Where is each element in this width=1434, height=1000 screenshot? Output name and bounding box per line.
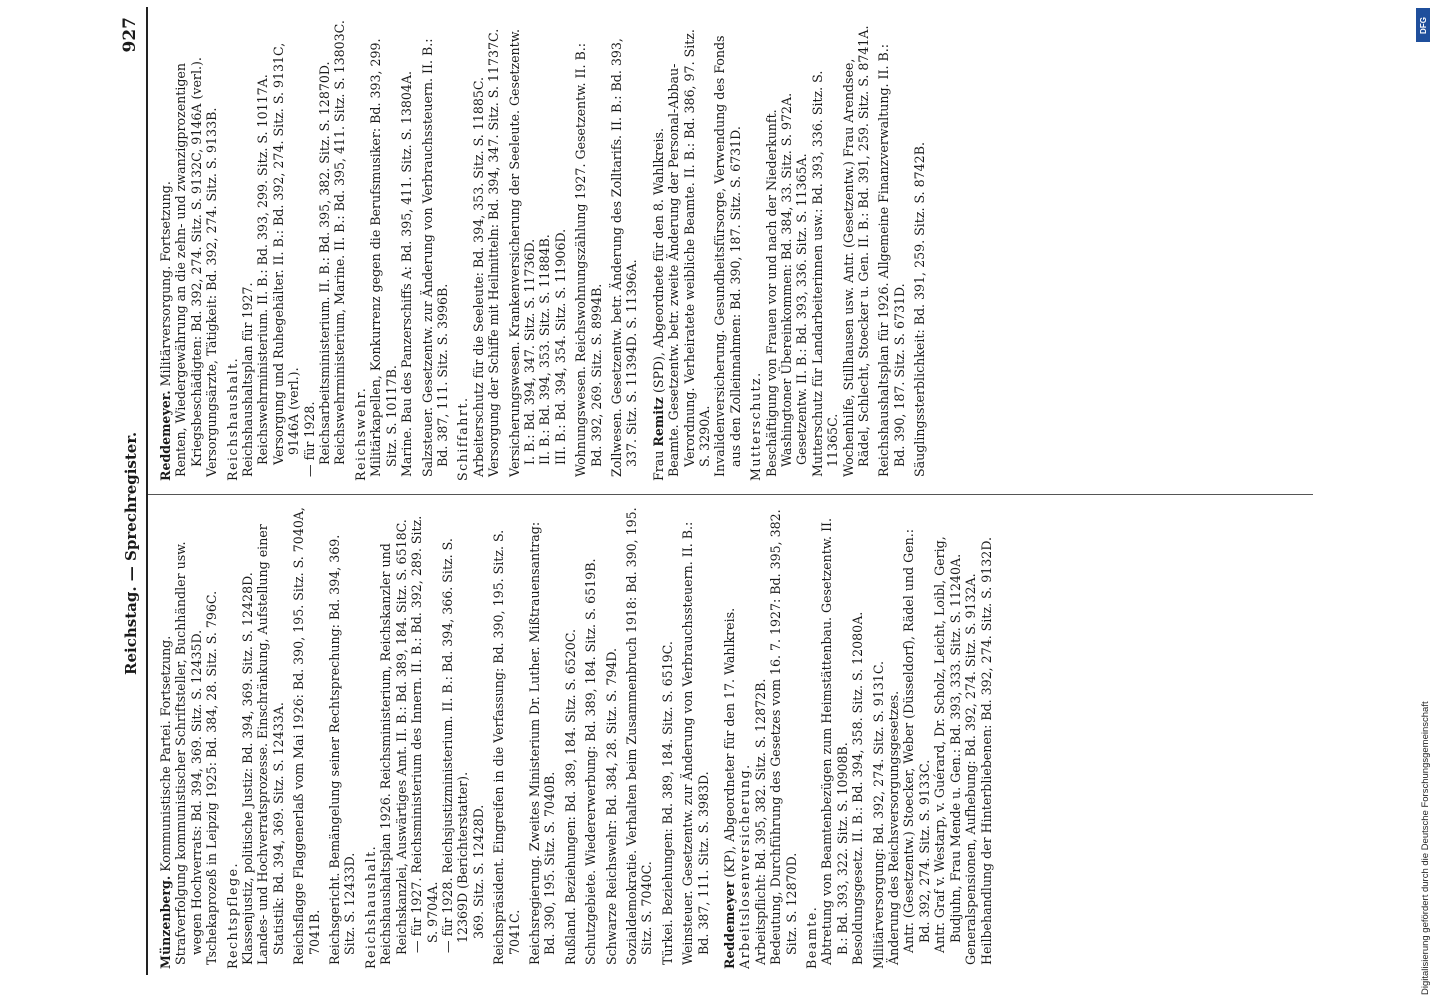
dfg-logo-text: DFG xyxy=(1418,16,1428,34)
register-line: Invalidenversicherung. Gesundheitsfürsorge, Verwendung des Fonds aus den Zolleinnahmen: Bd. 390, 187. Sitz. S. 6731D. xyxy=(712,35,743,477)
page-number: 927 xyxy=(120,17,140,53)
header-rule xyxy=(146,7,148,975)
register-page xyxy=(118,7,1313,975)
subject-heading: Arbeitslosenversicherung. xyxy=(737,763,753,969)
register-entry: Säuglingssterblichkeit: Bd. 391, 259. Sitz. S. 8742B. xyxy=(912,142,928,477)
register-entry: Rußland. Beziehungen: Bd. 389, 184. Sitz. S. 6520C. xyxy=(562,629,578,965)
register-line: Strafverfolgung kommunistischer Schriftsteller, Buchhändler usw. wegen Hochverrats: Bd. 394, 369. Sitz. S. 12435D. xyxy=(173,541,204,965)
register-entry: Reichsgericht. Bemängelung seiner Rechtsprechung: Bd. 394, 369. Sitz. S. 12433D. xyxy=(327,534,358,965)
speaker-party: (KP), Abgeordneter für den 17. Wahlkreis. xyxy=(722,607,737,878)
subject-heading: Militärversorgung: Bd. 392, 274. Sitz. S. 9131C. xyxy=(870,660,886,969)
register-entry: Reichsflagge Flaggenerlaß vom Mai 1926: Bd. 390, 195. Sitz. S. 7040A, 7041B. xyxy=(291,507,322,965)
subject-heading: Reichswehr. xyxy=(352,386,368,481)
register-line: II. B.: Bd. 394, 353. Sitz. S. 11884B. xyxy=(537,234,553,465)
register-line: Reichswehrministerium, Marine. II. B.: Bd. 395, 411. Sitz. S. 13803C. xyxy=(332,20,348,465)
register-line: Abtretung von Beamtenbezügen zum Heimstättenbau. Gesetzentw. II. B.: Bd. 393, 322. Sitz. S. 10908B. xyxy=(819,517,850,965)
subject-heading: Mutterschutz. xyxy=(748,371,764,481)
register-line: Militärkapellen, Konkurrenz gegen die Berufsmusiker: Bd. 393, 299. Sitz. S. 10117B. xyxy=(368,38,399,477)
register-line: 369. Sitz. S. 12428D. xyxy=(470,804,486,939)
register-line: Arbeitspflicht: Bd. 395, 382. Sitz. S. 12872B. xyxy=(752,678,768,965)
register-line: Besoldungsgesetz. II. B.: Bd. 394, 358. Sitz. S. 12080A. xyxy=(850,611,866,965)
register-line: Landes- und Hochverratsprozesse. Einschränkung, Aufstellung einer Statistik: Bd. 394, 369. Sitz. S. 12433A. xyxy=(255,524,286,965)
register-line: Versorgungsärzte, Tätigkeit: Bd. 392, 274. Sitz. S. 9133B. xyxy=(204,107,220,477)
register-line: Antr. (Gesetzentw.) Stoecker, Weber (Düsseldorf), Rädel und Gen.: Bd. 392, 274. Sitz. S. 9133C. xyxy=(901,529,932,953)
register-line: Antr. Graf v. Westarp, v. Guérard, Dr. Scholz, Leicht, Loibl, Gerig, Budjuhn, Frau Mende u. Gen.: Bd. 393, 333. Sitz. S. 11240A. xyxy=(932,536,963,953)
register-line: Renten, Wiedergewährung an die zehn- und zwanzigprozentigen Kriegsbeschädigten: Bd. 392, 274. Sitz. S. 9132C, 9146A (verl.). xyxy=(173,57,204,477)
dfg-logo xyxy=(1416,8,1430,42)
register-line: Änderung des Reichsversorgungsgesetzes. xyxy=(886,690,902,965)
speaker-name: Münzenberg. xyxy=(158,875,173,969)
speaker-party: (SPD), Abgeordnete für den 8. Wahlkreis. xyxy=(650,128,666,394)
register-line: Tschekaprozeß in Leipzig 1925: Bd. 384, 28. Sitz. S. 796C. xyxy=(204,590,220,965)
register-line: Arbeiterschutz für die Seeleute: Bd. 394, 353. Sitz. S. 11885C. xyxy=(470,76,486,477)
subject-heading: Beamte. xyxy=(804,905,820,969)
register-entry: Wohnungswesen. Reichswohnungszählung 1927. Gesetzentw. II. B.: Bd. 392, 269. Sitz. S. 8994B. xyxy=(573,43,604,477)
subject-heading: Versicherungswesen. Krankenversicherung der Seeleute. Gesetzentw. xyxy=(506,28,522,477)
register-entry: Sozialdemokratie. Verhalten beim Zusammenbruch 1918: Bd. 390, 195. Sitz. S. 7040C. xyxy=(623,507,655,965)
page-header xyxy=(118,7,146,975)
register-line: Reichshaushaltsplan 1926. Reichsministerium, Reichskanzler und Reichskanzlei, Auswärtiges Amt. II. B.: Bd. 389, 184. Sitz. S. 6518C. xyxy=(378,519,409,965)
register-entry: Türkei. Beziehungen: Bd. 389, 184. Sitz. S. 6519C. xyxy=(659,641,675,965)
register-line: Reichsarbeitsministerium. II. B.: Bd. 395, 382. Sitz. S. 12870D. xyxy=(317,61,333,465)
running-title: Reichstag. — Sprechregister. xyxy=(122,431,140,675)
register-line: III. B.: Bd. 394, 354. Sitz. S. 11906D. xyxy=(552,228,568,465)
subject-heading: Reichshaushalt. xyxy=(224,356,240,481)
register-line: Reichshaushaltsplan für 1927. xyxy=(240,282,256,477)
subject-heading: Rechtspflege. xyxy=(224,861,240,969)
register-entry: Weinsteuer. Gesetzentw. zur Änderung von Verbrauchssteuern. II. B.: Bd. 387, 111. Sitz. S. 3983D. xyxy=(680,521,711,965)
register-line: Mutterschutz für Landarbeiterinnen usw.: Bd. 393, 336. Sitz. S. 11365C. xyxy=(809,70,841,477)
speaker-name: Reddemeyer xyxy=(722,881,737,969)
register-entry: Salzsteuer. Gesetzentw. zur Änderung von Verbrauchssteuern. II. B.: Bd. 387, 111. Sitz. S. 3996B. xyxy=(419,38,450,477)
register-line: — für 1928. Reichsjustizministerium. II. B.: Bd. 394, 366. Sitz. S. 12369D (Berichterstatter). xyxy=(439,538,471,953)
speaker-name: Reddemeyer. xyxy=(158,390,173,481)
register-line: Reichswehrministerium. II. B.: Bd. 393, 299. Sitz. S. 10117A. xyxy=(255,74,271,465)
register-line: Bedeutung, Durchführung des Gesetzes vom 16. 7. 1927: Bd. 395, 382. Sitz. S. 12870D. xyxy=(768,509,799,965)
left-column xyxy=(158,507,1308,969)
register-line: — für 1927. Reichsministerium des Innern. II. B.: Bd. 392, 289. Sitz. S. 9704A. xyxy=(409,515,440,953)
register-line: Gesetzentw. II. B.: Bd. 393, 336. Sitz. S. 11365A. xyxy=(794,153,810,465)
register-entry: Schwarze Reichswehr: Bd. 384, 28. Sitz. S. 794D. xyxy=(603,647,619,965)
register-line: Versorgung und Ruhegehälter. II. B.: Bd. 392, 274. Sitz. S. 9131C, 9146A (verl.). xyxy=(270,42,302,465)
register-line: Marine. Bau des Panzerschiffs A: Bd. 395, 411. Sitz. S. 13804A. xyxy=(399,70,415,477)
speaker-party: Kommunistische Partei. Fortsetzung. xyxy=(158,635,173,872)
register-entry: Reichshaushaltsplan für 1926. Allgemeine Finanzverwaltung. II. B.: Bd. 390, 187. Sitz. S. 6731D. xyxy=(876,43,907,477)
subject-heading: Schiffahrt. xyxy=(455,396,471,481)
register-line: Wochenhilfe, Stillhausen usw. Antr. (Gesetzentw.) Frau Arendsee, Rädel, Schlecht, Stoecker u. Gen. II. B.: Bd. 391, 259. Sitz. S. 8741A. xyxy=(840,25,872,477)
speaker-topic: Militärversorgung. Fortsetzung. xyxy=(158,181,173,387)
register-line: Klassenjustiz, politische Justiz: Bd. 394, 369. Sitz. S. 12428D. xyxy=(240,572,256,965)
register-entry: Reichspräsident. Eingreifen in die Verfassung: Bd. 390, 195. Sitz. S. 7041C. xyxy=(491,529,522,965)
digitization-credit: Digitalisierung gefördert durch die Deutsche Forschungsgemeinschaft xyxy=(1420,701,1431,995)
register-line: Generalspensionen, Aufhebung: Bd. 392, 274. Sitz. S. 9132A. xyxy=(963,573,979,965)
register-entry: Zollwesen. Gesetzentw. betr. Änderung des Zolltarifs. II. B.: Bd. 393, 337. Sitz. S. 11394D. S. 11396A. xyxy=(608,38,640,477)
column-divider xyxy=(148,494,1313,495)
register-line: Heilbehandlung der Hinterbliebenen: Bd. 392, 274. Sitz. S. 9132D. xyxy=(978,537,994,965)
register-line: Beschäftigung von Frauen vor und nach der Niederkunft. Washingtoner Übereinkommen: Bd. 384, 33. Sitz. S. 972A. xyxy=(763,92,795,477)
register-entry: Schutzgebiete. Wiedererwerbung: Bd. 389, 184. Sitz. S. 6519B. xyxy=(583,558,599,965)
title-prefix: Frau xyxy=(650,450,666,481)
register-line: Versorgung der Schiffe mit Heilmitteln: Bd. 394, 347. Sitz. S. 11737C. xyxy=(486,28,502,477)
right-column xyxy=(158,19,1308,481)
register-line: I. B.: Bd. 394, 347. Sitz. S. 11736D. xyxy=(521,238,537,465)
subject-heading: Reichshaushalt. xyxy=(362,844,378,969)
speaker-name: Remitz xyxy=(650,397,666,447)
register-line: — für 1928. xyxy=(301,401,317,477)
register-line: Beamte. Gesetzentw. betr. zweite Änderung der Personal-Abbau-Verordnung. Verheiratete weibliche Beamte. II. B.: Bd. 386, 97. Sitz. S. 3290A. xyxy=(666,29,712,477)
register-entry: Reichsregierung. Zweites Ministerium Dr. Luther. Mißtrauensantrag: Bd. 390, 195. Sitz. S. 7040B. xyxy=(526,521,558,965)
